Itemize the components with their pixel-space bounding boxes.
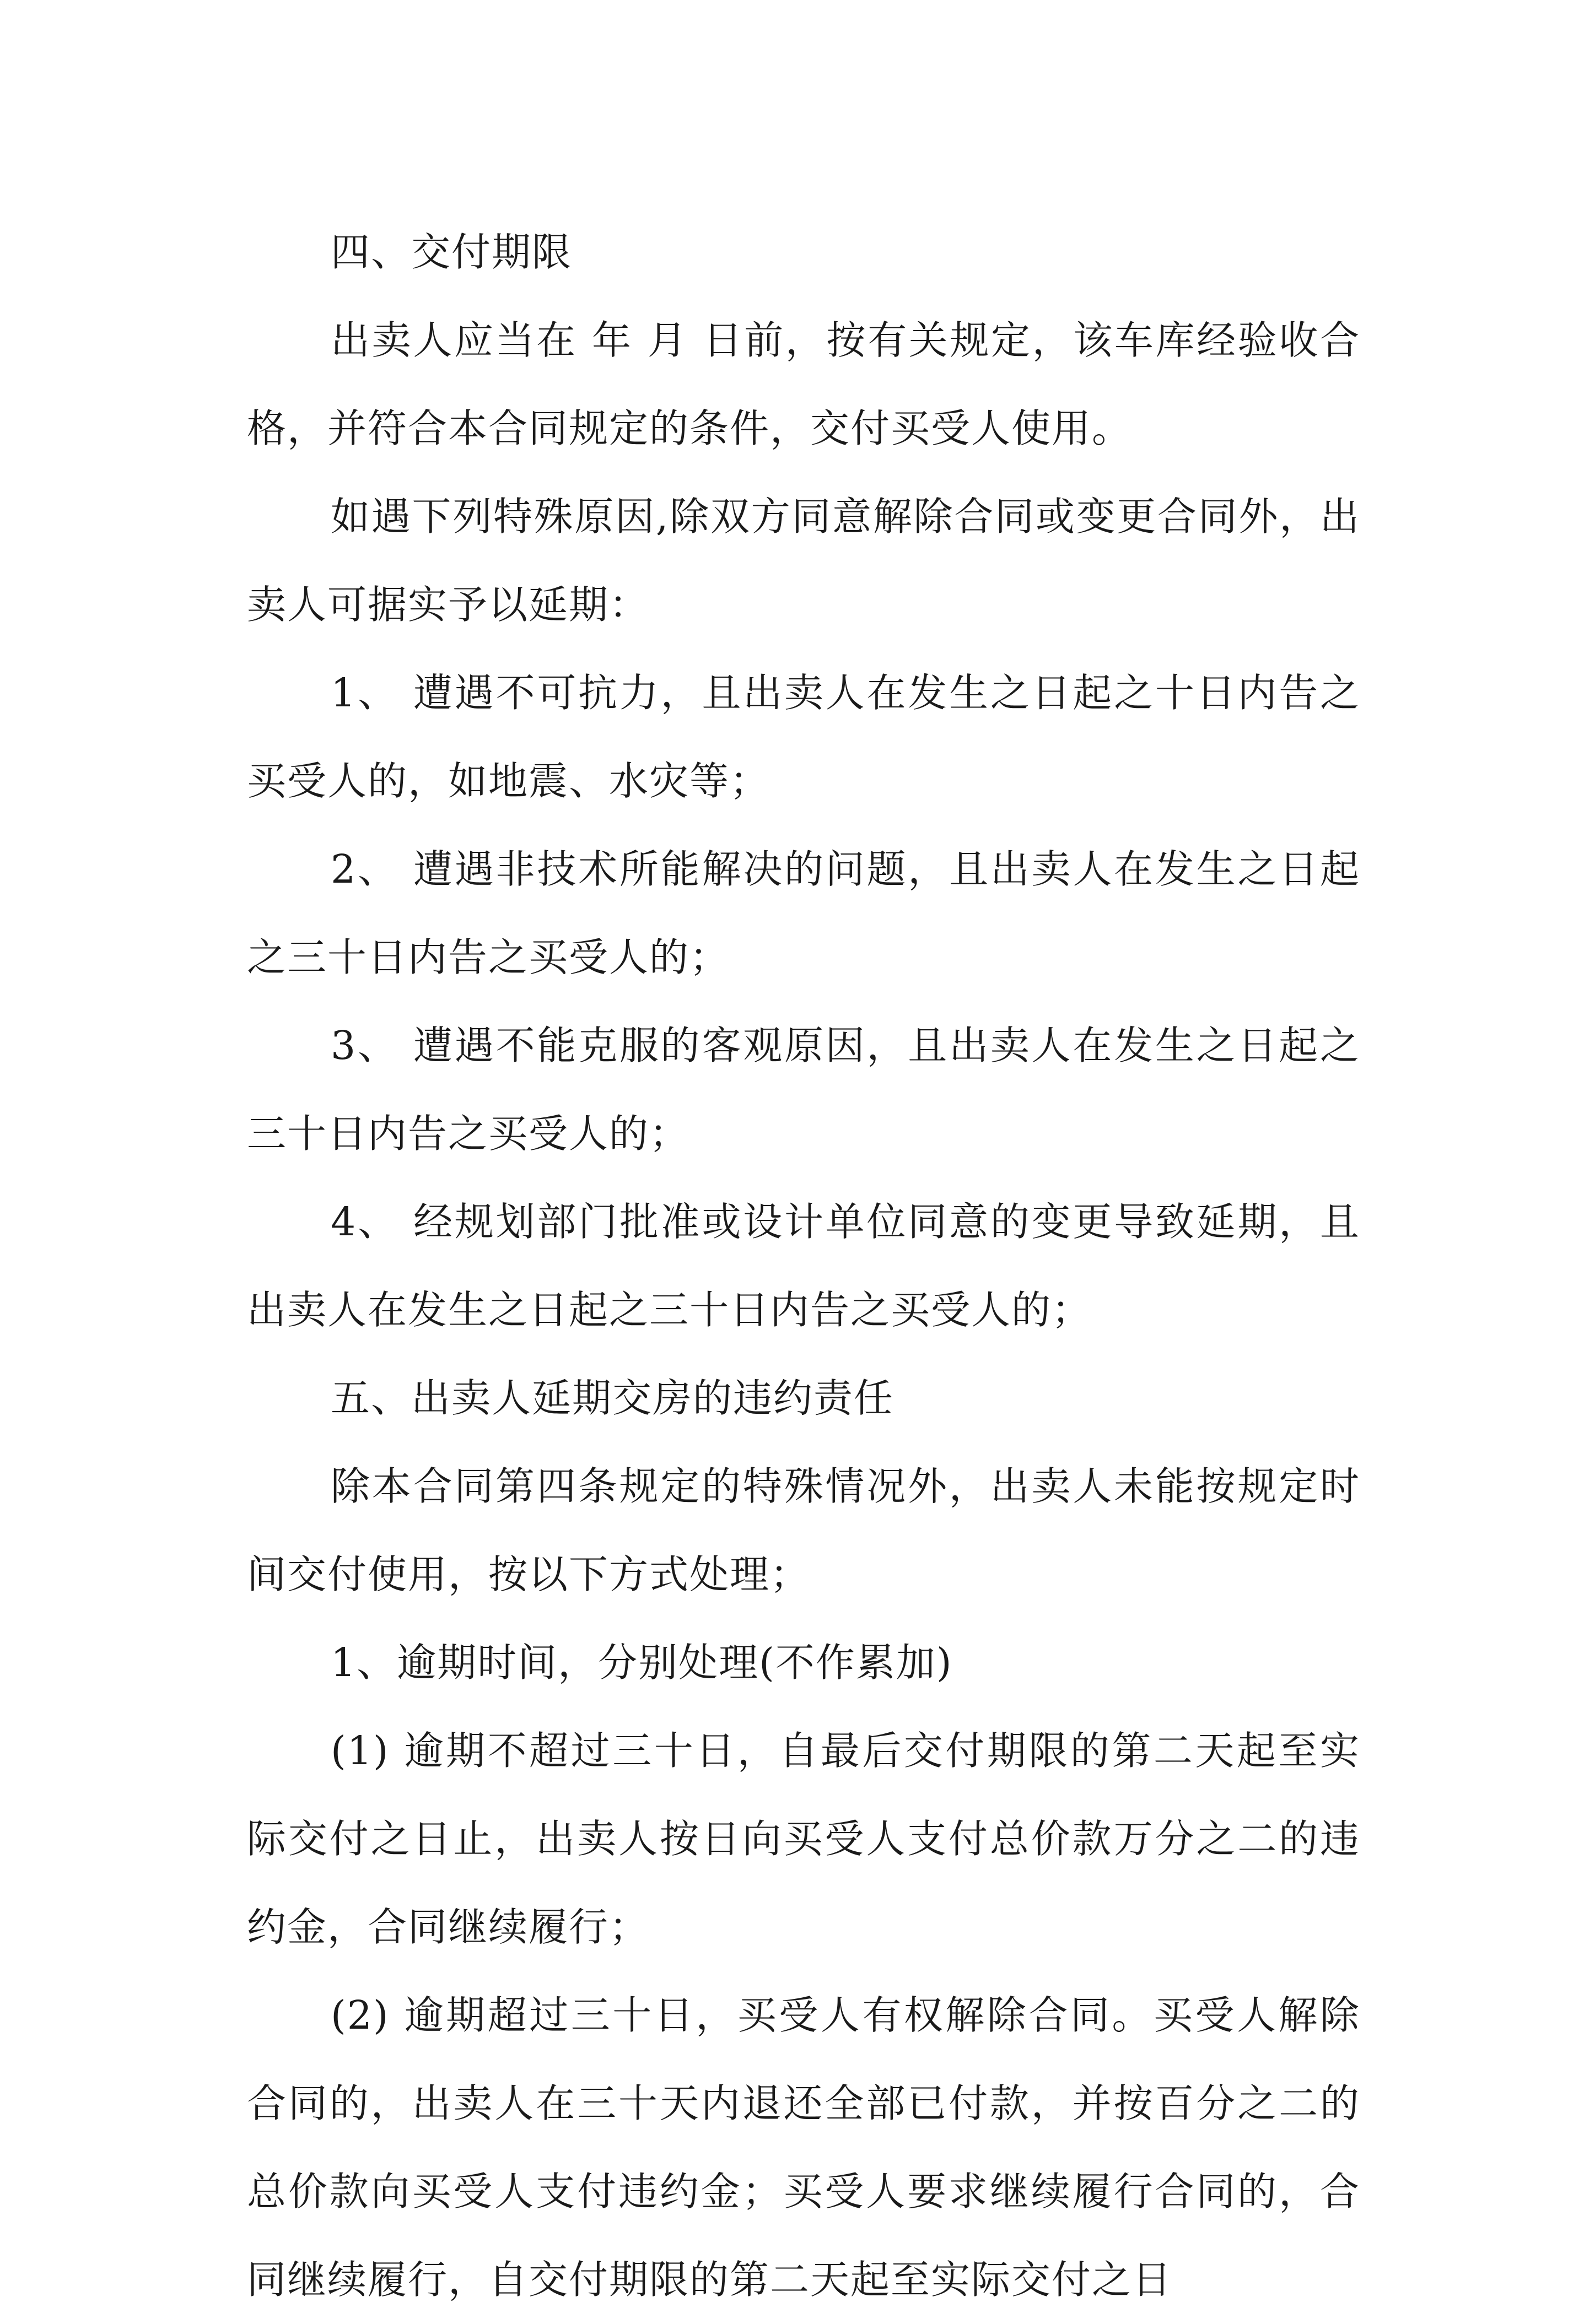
list-item-overdue-under-thirty-days: (1) 逾期不超过三十日，自最后交付期限的第二天起至实际交付之日止，出卖人按日向买受人支付总价款万分之二的违约金，合同继续履行； [247, 1728, 1360, 1950]
paragraph-delivery-date: 出卖人应当在 年 月 日前，按有关规定，该车库经验收合格，并符合本合同规定的条件，交付买受人使用。 [247, 317, 1360, 451]
paragraph-late-delivery-handling: 除本合同第四条规定的特殊情况外，出卖人未能按规定时间交付使用，按以下方式处理； [247, 1463, 1360, 1597]
list-item-objective-reason: 3、 遭遇不能克服的客观原因，且出卖人在发生之日起之三十日内告之买受人的； [247, 1023, 1360, 1156]
list-item-force-majeure: 1、 遭遇不可抗力，且出卖人在发生之日起之十日内告之买受人的，如地震、水灾等； [247, 670, 1360, 804]
list-item-overdue-over-thirty-days: (2) 逾期超过三十日，买受人有权解除合同。买受人解除合同的，出卖人在三十天内退还全部已付款，并按百分之二的总价款向买受人支付违约金；买受人要求继续履行合同的，合同继续履行，自交付期限的第二天起至实际交付之日 [247, 1992, 1360, 2303]
document-body [247, 208, 1360, 2324]
paragraph-special-reasons: 如遇下列特殊原因,除双方同意解除合同或变更合同外，出卖人可据实予以延期： [247, 494, 1360, 628]
list-item-technical-problem: 2、 遭遇非技术所能解决的问题，且出卖人在发生之日起之三十日内告之买受人的； [247, 846, 1360, 980]
list-item-planning-change: 4、 经规划部门批准或设计单位同意的变更导致延期，且出卖人在发生之日起之三十日内告之买受人的； [247, 1199, 1360, 1333]
list-item-overdue-time: 1、逾期时间，分别处理(不作累加) [331, 1640, 953, 1685]
section-heading-late-delivery-liability: 五、出卖人延期交房的违约责任 [331, 1375, 895, 1421]
section-heading-delivery-deadline: 四、交付期限 [331, 229, 573, 275]
